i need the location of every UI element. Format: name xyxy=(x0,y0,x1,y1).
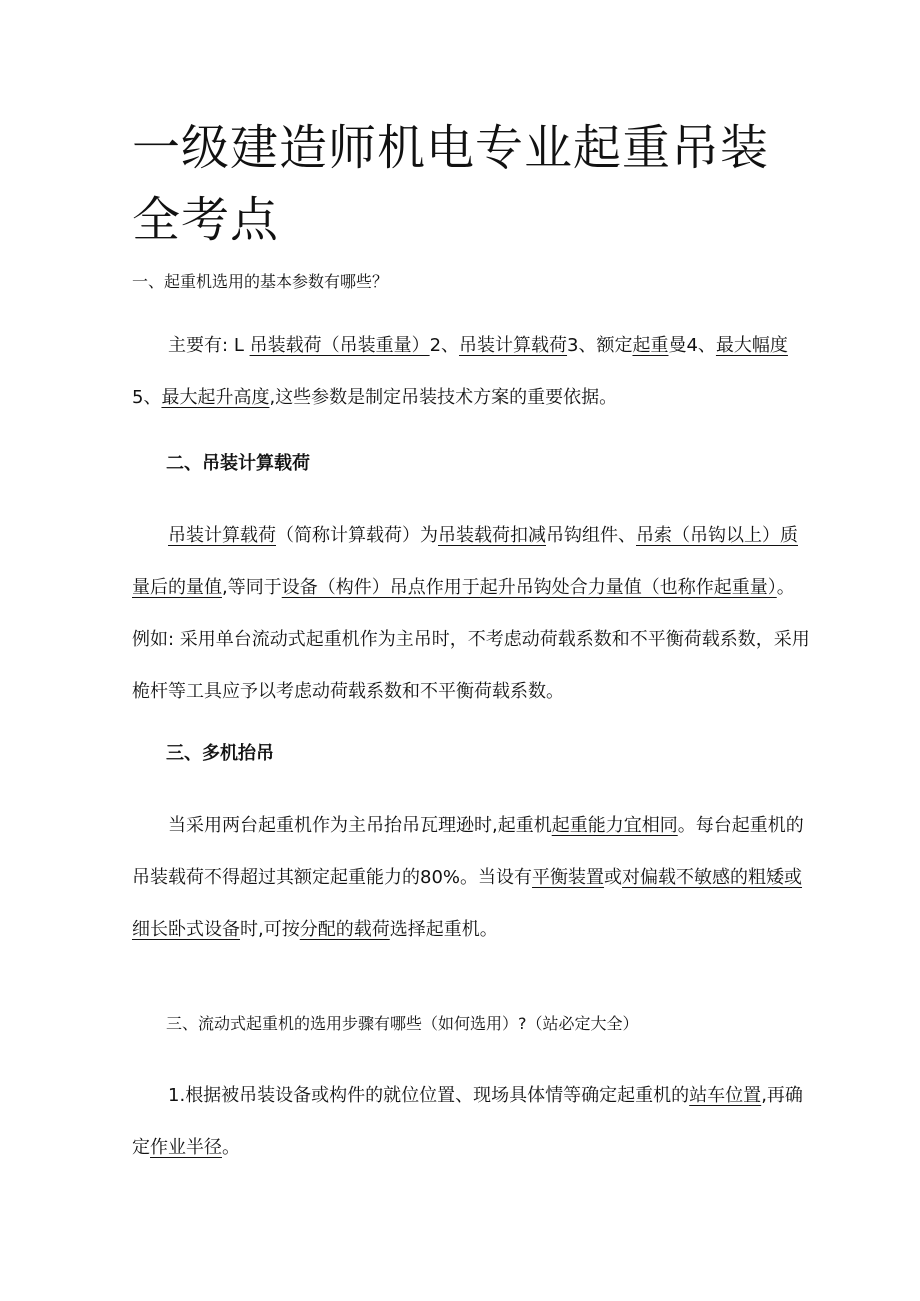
section2-heading: 二、吊装计算载荷 xyxy=(166,453,310,474)
section4-step1: 1.根据被吊装设备或构件的就位位置、现场具体情等确定起重机的站车位置,再确定作业半径。 xyxy=(132,1085,803,1158)
section1-question: 一、起重机选用的基本参数有哪些？ xyxy=(132,272,389,291)
section2-paragraph: 吊装计算载荷（简称计算载荷）为吊装载荷扣减吊钩组件、吊索（吊钩以上）质量后的量值,等同于设备（构件）吊点作用于起升吊钩处合力量值（也称作起重量）。例如: 采用单台流动式起重机作为主吊时，不考虑动荷载系数和不平衡荷载系数，采用桅杆等工具应予以考虑动荷载系数和不平衡荷载系数。 xyxy=(132,525,810,702)
section1-paragraph: 主要有: L 吊装载荷（吊装重量）2、吊装计算载荷3、额定起重曼4、最大幅度5、最大起升高度,这些参数是制定吊装技术方案的重要依据。 xyxy=(132,335,788,408)
section4-heading: 三、流动式起重机的选用步骤有哪些（如何选用）?（站必定大全） xyxy=(166,1014,639,1033)
section3-heading: 三、多机抬吊 xyxy=(166,743,274,764)
section3-paragraph: 当采用两台起重机作为主吊抬吊瓦理逊时,起重机起重能力宜相同。每台起重机的吊装载荷不得超过其额定起重能力的80%。当设有平衡装置或对偏载不敏感的粗矮或细长卧式设备时,可按分配的载荷选择起重机。 xyxy=(132,815,804,940)
document-title: 一级建造师机电专业起重吊装全考点 xyxy=(132,120,770,248)
